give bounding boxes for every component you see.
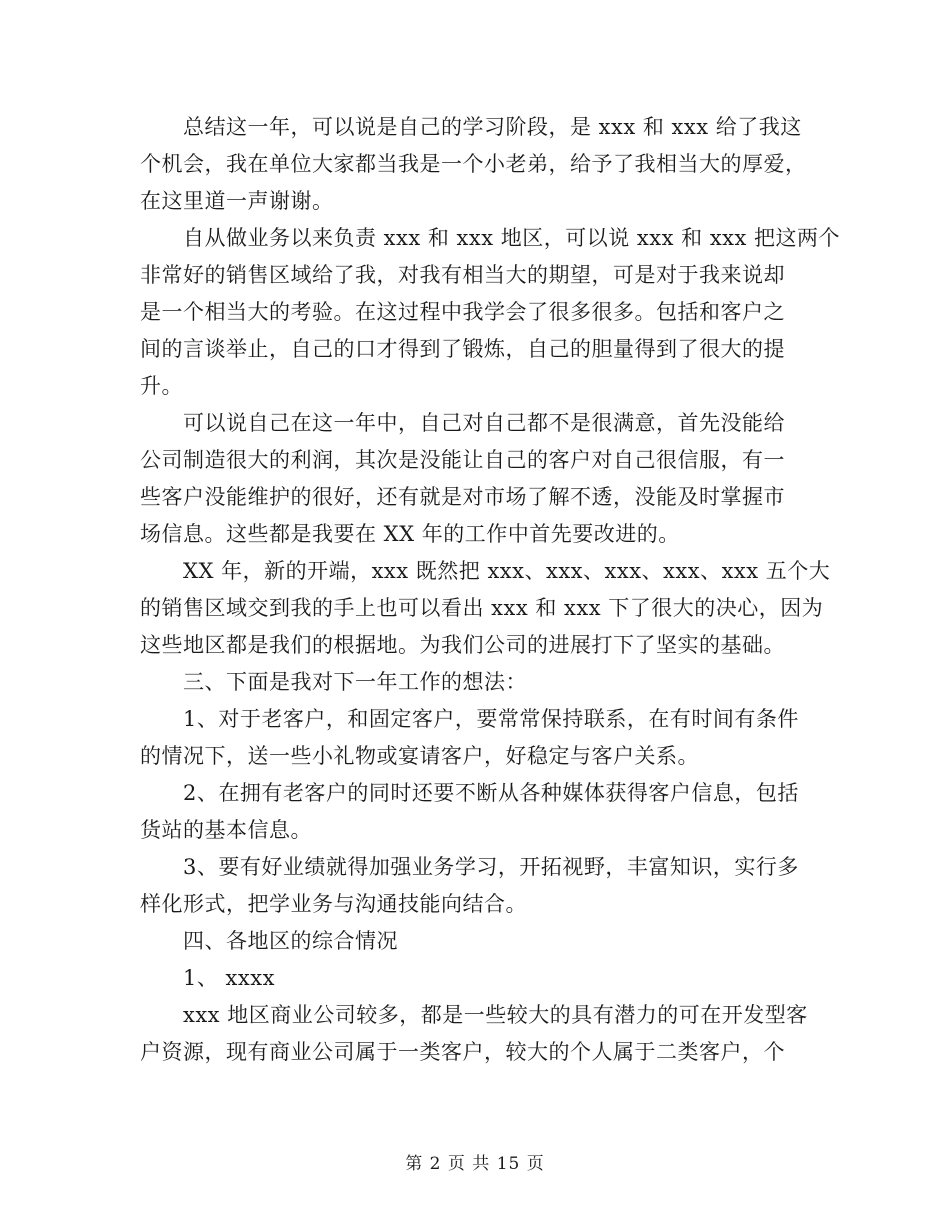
text-line: 可以说自己在这一年中，自己对自己都不是很满意，首先没能给 bbox=[140, 411, 785, 435]
text-line: xxx 地区商业公司较多，都是一些较大的具有潜力的可在开发型客 bbox=[140, 1003, 808, 1027]
text-line: 升。 bbox=[140, 374, 183, 398]
text-line: 场信息。这些都是我要在 XX 年的工作中首先要改进的。 bbox=[140, 522, 680, 546]
text-line: 2、在拥有老客户的同时还要不断从各种媒体获得客户信息，包括 bbox=[140, 781, 799, 805]
text-line: 户资源，现有商业公司属于一类客户，较大的个人属于二类客户，个 bbox=[140, 1040, 785, 1064]
text-line: 1、 xxxx bbox=[140, 966, 275, 990]
text-line: 总结这一年，可以说是自己的学习阶段，是 xxx 和 xxx 给了我这 bbox=[140, 115, 802, 139]
text-line: 这些地区都是我们的根据地。为我们公司的进展打下了坚实的基础。 bbox=[140, 633, 785, 657]
text-line: XX 年，新的开端，xxx 既然把 xxx、xxx、xxx、xxx、xxx 五个大 bbox=[140, 559, 831, 583]
text-line: 在这里道一声谢谢。 bbox=[140, 189, 334, 213]
text-line: 个机会，我在单位大家都当我是一个小老弟，给予了我相当大的厚爱， bbox=[140, 152, 807, 176]
text-line: 公司制造很大的利润，其次是没能让自己的客户对自己很信服，有一 bbox=[140, 448, 785, 472]
text-line: 货站的基本信息。 bbox=[140, 818, 312, 842]
page-number-footer: 第 2 页 共 15 页 bbox=[405, 1154, 545, 1174]
text-line: 三、下面是我对下一年工作的想法： bbox=[140, 670, 527, 694]
text-line: 是一个相当大的考验。在这过程中我学会了很多很多。包括和客户之 bbox=[140, 300, 785, 324]
text-line: 些客户没能维护的很好，还有就是对市场了解不透，没能及时掌握市 bbox=[140, 485, 785, 509]
text-line: 样化形式，把学业务与沟通技能向结合。 bbox=[140, 892, 527, 916]
text-line: 非常好的销售区域给了我，对我有相当大的期望，可是对于我来说却 bbox=[140, 263, 785, 287]
text-line: 3、要有好业绩就得加强业务学习，开拓视野，丰富知识，实行多 bbox=[140, 855, 799, 879]
text-line: 间的言谈举止，自己的口才得到了锻炼，自己的胆量得到了很大的提 bbox=[140, 337, 785, 361]
text-line: 1、对于老客户，和固定客户，要常常保持联系，在有时间有条件 bbox=[140, 707, 799, 731]
text-line: 自从做业务以来负责 xxx 和 xxx 地区，可以说 xxx 和 xxx 把这两个 bbox=[140, 226, 841, 250]
text-line: 的情况下，送一些小礼物或宴请客户，好稳定与客户关系。 bbox=[140, 744, 699, 768]
text-line: 四、各地区的综合情况 bbox=[140, 929, 398, 953]
text-line: 的销售区域交到我的手上也可以看出 xxx 和 xxx 下了很大的决心，因为 bbox=[140, 596, 824, 620]
